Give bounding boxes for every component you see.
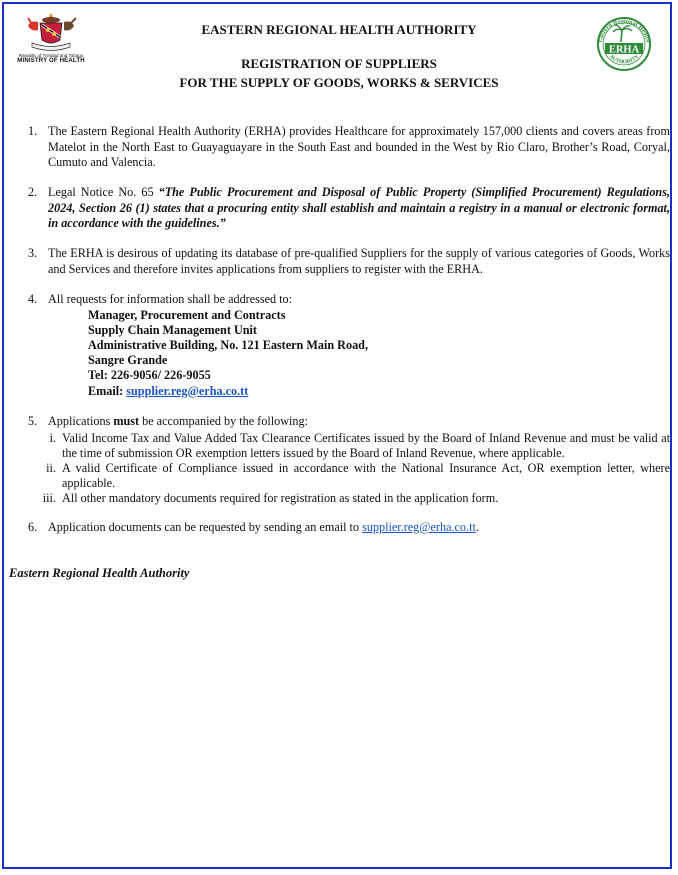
sub-item-i [28, 431, 670, 461]
item-text-lead: Application documents can be requested by sending an email to [48, 520, 363, 534]
erha-center-text: ERHA [608, 44, 640, 56]
item-number: 5. [28, 414, 38, 428]
email-link[interactable]: supplier.reg@erha.co.tt [126, 383, 249, 398]
contact-town: Sangre Grande [88, 353, 168, 368]
sub-item-number: i. [49, 430, 56, 445]
contact-phone: Tel: 226-9056/ 226-9055 [88, 368, 211, 383]
erha-arc-text: Eastern Regional Health [596, 17, 652, 44]
item-text [48, 520, 670, 536]
ministry-caption: MINISTRY OF HEALTH [17, 58, 85, 64]
ministry-caption-small: Republic of Trinidad and Tobago [18, 53, 84, 58]
item-text-end: . [475, 520, 479, 534]
item-number: 6. [28, 520, 38, 534]
email-label: Email: [88, 383, 127, 398]
regulation-quote: “The Public Procurement and Disposal of Public Property (Simplified Procurement) Regulations, 2024, Section 26 (1) states that a procuring entity shall establish and maintain a registry in a manual or electronic format, in accordance with the guidelines.” [48, 185, 670, 230]
contact-email [88, 384, 670, 399]
title-line-2: FOR THE SUPPLY OF GOODS, WORKS & SERVICES [179, 75, 499, 90]
sub-item-text: A valid Certificate of Compliance issued in accordance with the National Insurance Act, OR exemption letter, where applicable. [62, 460, 670, 490]
email-link[interactable]: supplier.reg@erha.co.tt [362, 520, 476, 534]
item-text: All requests for information shall be addressed to: [48, 292, 293, 306]
sub-item-iii [28, 491, 670, 506]
item-number: 4. [28, 292, 38, 306]
org-heading: EASTERN REGIONAL HEALTH AUTHORITY [201, 22, 477, 37]
item-text-rest: be accompanied by the following: [139, 414, 308, 428]
legal-notice-label: Legal Notice No. 65 [48, 185, 159, 199]
item-text: The ERHA is desirous of updating its database of pre-qualified Suppliers for the supply of various categories of Goods, Works and Services and therefore invites applications from suppliers to register with the ERHA. [48, 246, 670, 276]
list-item-4 [28, 292, 670, 399]
contact-building: Administrative Building, No. 121 Eastern Main Road, [88, 337, 368, 352]
list-item-2 [28, 185, 670, 232]
sub-item-ii [28, 461, 670, 491]
item-text [48, 414, 670, 430]
item-number: 3. [28, 246, 38, 260]
item-number: 1. [28, 124, 38, 138]
erha-bottom-text: AUTHORITY [607, 53, 641, 66]
sub-item-number: iii. [42, 490, 56, 505]
list-item-6 [28, 520, 670, 536]
signature: Eastern Regional Health Authority [9, 566, 190, 580]
list-item-5 [28, 414, 670, 506]
contact-unit: Supply Chain Management Unit [88, 322, 257, 337]
item-number: 2. [28, 185, 38, 199]
list-item-1 [28, 124, 670, 171]
item-text [48, 185, 670, 232]
item-text: The Eastern Regional Health Authority (ERHA) provides Healthcare for approximately 157,000 clients and covers areas from Matelot in the North East to Guayaguayare in the South East and bounded in the West by Rio Claro, Brother’s Road, Coryal, Cumuto and Valencia. [48, 124, 670, 169]
sub-item-text: Valid Income Tax and Value Added Tax Clearance Certificates issued by the Board of Inland Revenue and must be valid at the time of submission OR exemption letters issued by the Board of Inland Revenue, where applicable. [62, 430, 670, 460]
sub-item-number: ii. [46, 460, 56, 475]
contact-address-block [88, 308, 670, 399]
list-item-3 [28, 246, 670, 277]
title-line-1: REGISTRATION OF SUPPLIERS [241, 56, 437, 71]
emphasis-must: must [113, 414, 140, 428]
sub-item-text: All other mandatory documents required for registration as stated in the application form. [62, 490, 499, 505]
item-text-lead: Applications [48, 414, 114, 428]
contact-title: Manager, Procurement and Contracts [88, 307, 286, 322]
